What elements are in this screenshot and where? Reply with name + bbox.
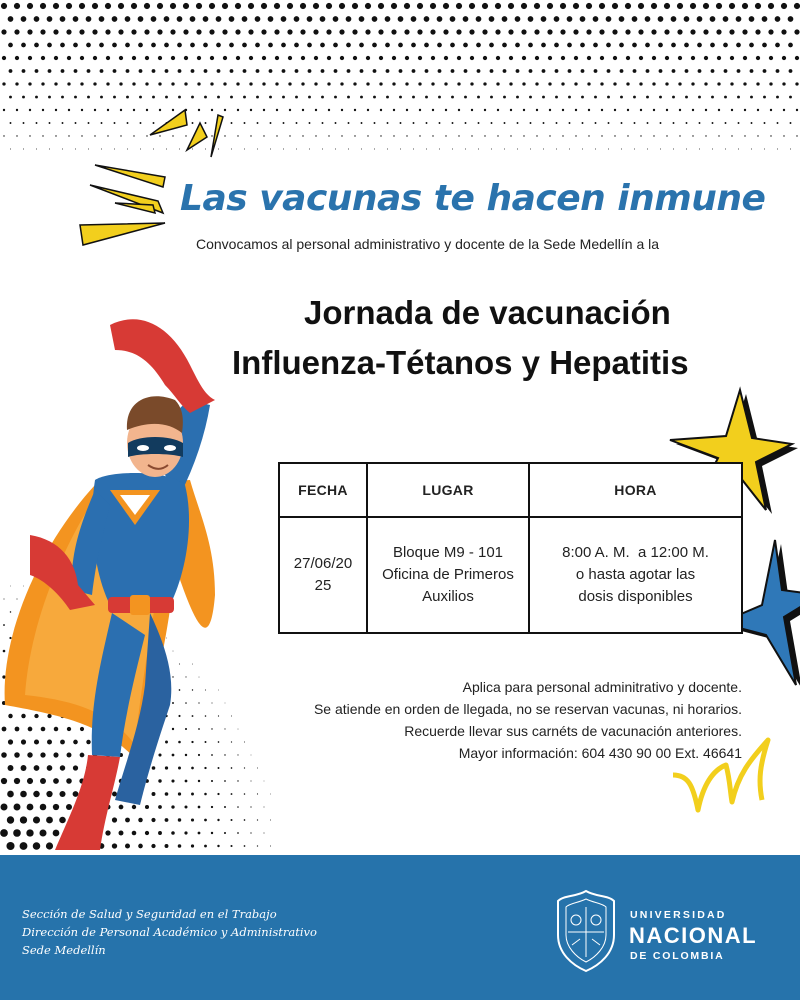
superhero-illustration [0,305,260,855]
time-line: dosis disponibles [578,588,693,605]
cell-place [367,517,529,633]
header-time: HORA [529,463,742,517]
date-line: 27/06/20 [293,555,353,572]
header-date: FECHA [279,463,367,517]
cell-time [529,517,742,633]
department-info [22,905,317,959]
university-crest-icon [552,887,620,975]
dept-line: Dirección de Personal Académico y Administrativo [22,925,317,939]
footer-bar [0,855,800,1000]
place-line: Bloque M9 - 101 [392,544,504,561]
logo-text-line-2: NACIONAL [629,923,758,948]
dept-line: Sede Medellín [22,943,106,957]
header-place: LUGAR [367,463,529,517]
table-row [279,517,742,633]
event-title-line-2: Influenza-Tétanos y Hepatitis [232,344,689,381]
place-line: Auxilios [422,588,474,605]
notes-block [314,676,742,764]
note-line: Aplica para personal adminitrativo y docente. [462,679,742,695]
place-line: Oficina de Primeros [382,566,514,583]
note-line: Se atiende en orden de llegada, no se reservan vacunas, ni horarios. [313,701,742,717]
headline: Las vacunas te hacen inmune [180,178,766,219]
schedule-table [278,462,743,634]
time-line: 8:00 A. M. a 12:00 M. [562,544,709,561]
date-line: 25 [314,577,332,594]
note-line: Recuerde llevar sus carnéts de vacunación anteriores. [404,723,742,739]
logo-text-line-1: UNIVERSIDAD [630,909,727,921]
event-title-line-1: Jornada de vacunación [304,294,671,331]
note-line: Mayor información: 604 430 90 00 Ext. 46641 [458,745,742,761]
dept-line: Sección de Salud y Seguridad en el Trabajo [22,907,277,921]
cell-date [279,517,367,633]
time-line: o hasta agotar las [575,566,696,583]
event-title [232,288,772,388]
university-logo [552,887,772,977]
invitation-text: Convocamos al personal administrativo y docente de la Sede Medellín a la [196,236,660,252]
logo-text-line-3: DE COLOMBIA [630,950,725,962]
table-header-row [279,463,742,517]
